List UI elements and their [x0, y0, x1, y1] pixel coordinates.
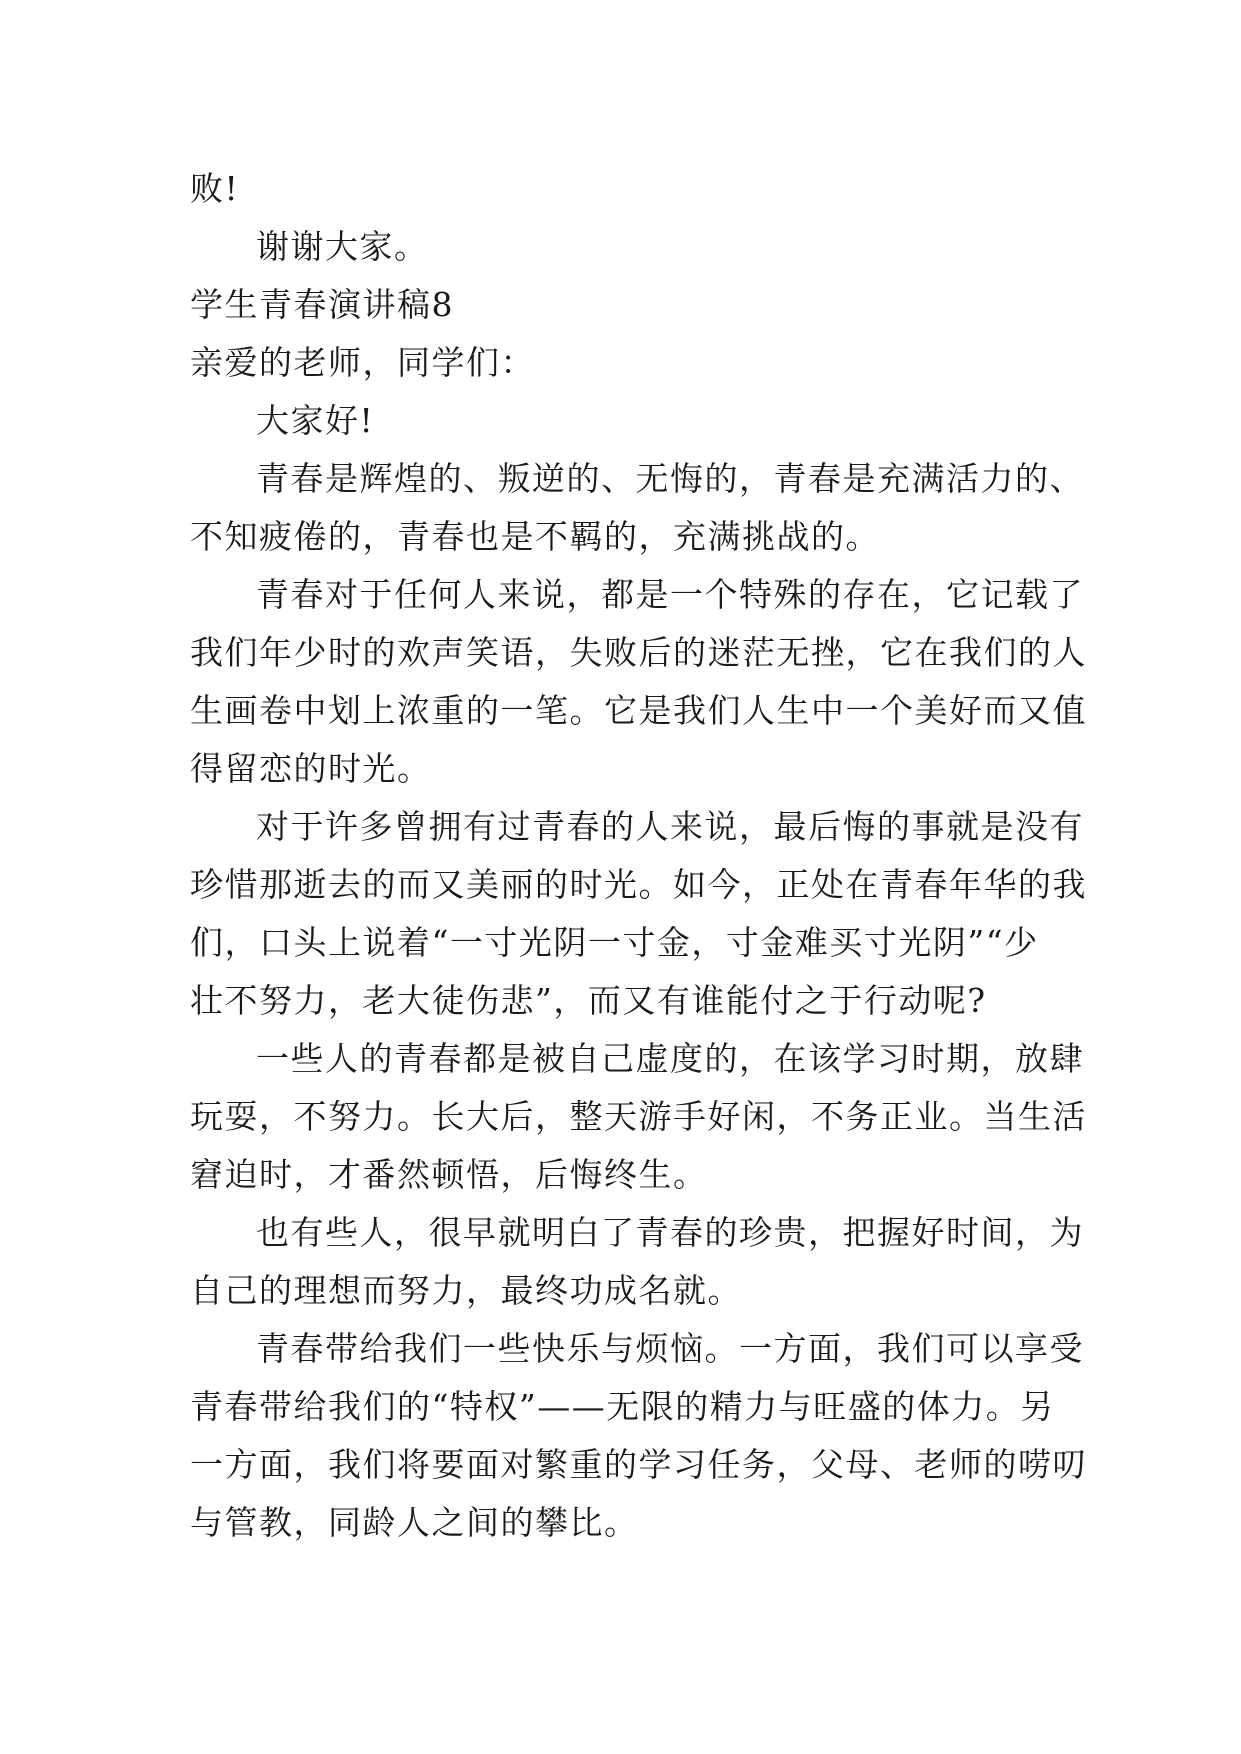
paragraph-line: 一些人的青春都是被自己虚度的，在该学习时期，放肆 — [256, 1039, 1084, 1078]
paragraph-line: 自己的理想而努力，最终功成名就。 — [190, 1271, 742, 1310]
text-line: 败! — [190, 169, 240, 208]
text-line: 谢谢大家。 — [256, 227, 429, 266]
paragraph-line: 对于许多曾拥有过青春的人来说，最后悔的事就是没有 — [256, 807, 1084, 846]
document-body — [190, 160, 1087, 1552]
paragraph-line: 一方面，我们将要面对繁重的学习任务，父母、老师的唠叨 — [190, 1445, 1087, 1484]
paragraph-line: 窘迫时，才番然顿悟，后悔终生。 — [190, 1155, 708, 1194]
salutation: 亲爱的老师，同学们： — [190, 343, 535, 382]
paragraph-line: 生画卷中划上浓重的一笔。它是我们人生中一个美好而又值 — [190, 691, 1087, 730]
paragraph-line: 不知疲倦的，青春也是不羁的，充满挑战的。 — [190, 517, 880, 556]
paragraph-line: 也有些人，很早就明白了青春的珍贵，把握好时间，为 — [256, 1213, 1084, 1252]
paragraph-line: 青春带给我们一些快乐与烦恼。一方面，我们可以享受 — [256, 1329, 1084, 1368]
paragraph-line: 青春对于任何人来说，都是一个特殊的存在，它记载了 — [256, 575, 1084, 614]
paragraph-line: 得留恋的时光。 — [190, 749, 432, 788]
paragraph-line: 青春带给我们的“特权”——无限的精力与旺盛的体力。另 — [190, 1387, 1055, 1426]
paragraph-line: 玩耍，不努力。长大后，整天游手好闲，不务正业。当生活 — [190, 1097, 1087, 1136]
paragraph-line: 们，口头上说着“一寸光阴一寸金，寸金难买寸光阴”“少 — [190, 923, 1039, 962]
paragraph-line: 我们年少时的欢声笑语，失败后的迷茫无挫，它在我们的人 — [190, 633, 1087, 672]
paragraph-line: 珍惜那逝去的而又美丽的时光。如今，正处在青春年华的我 — [190, 865, 1087, 904]
paragraph-line: 青春是辉煌的、叛逆的、无悔的，青春是充满活力的、 — [256, 459, 1084, 498]
paragraph-line: 壮不努力，老大徒伤悲”，而又有谁能付之于行动呢? — [190, 981, 987, 1020]
paragraph-line: 与管教，同龄人之间的攀比。 — [190, 1503, 639, 1542]
speech-title: 学生青春演讲稿8 — [190, 285, 454, 324]
greeting: 大家好! — [256, 401, 375, 440]
